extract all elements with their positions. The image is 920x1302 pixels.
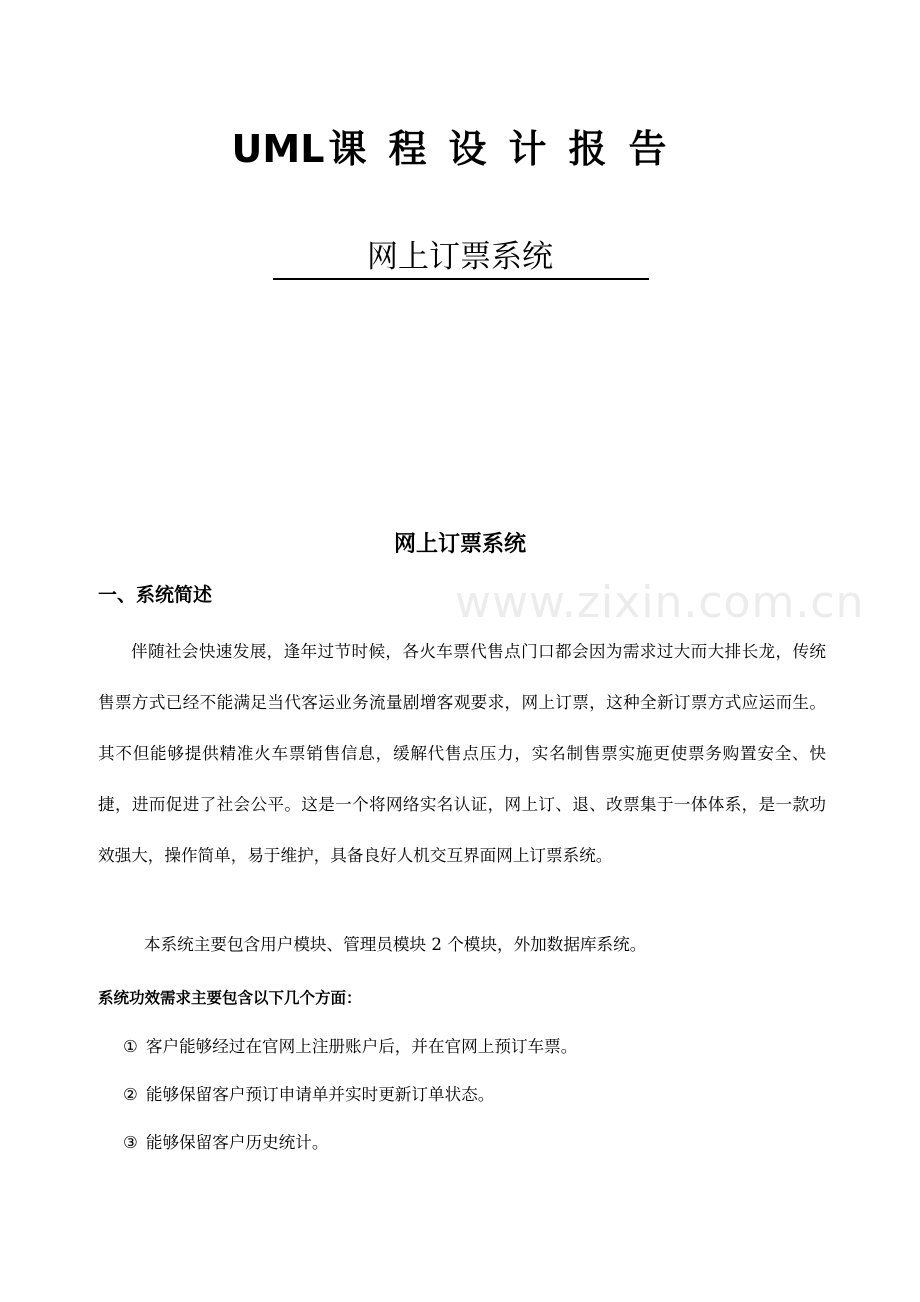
requirements-list	[123, 1032, 577, 1176]
requirements-heading: 系统功效需求主要包含以下几个方面：	[98, 989, 362, 1007]
heading-system-overview: 一、系统简述	[98, 584, 213, 606]
list-item-marker: ②	[123, 1085, 138, 1104]
modules-paragraph: 本系统主要包含用户模块、管理员模块 2 个模块，外加数据库系统。	[144, 935, 647, 954]
report-title-prefix: UML	[231, 127, 325, 171]
list-item	[123, 1032, 577, 1080]
list-item	[123, 1128, 577, 1176]
overview-paragraph: 伴随社会快速发展，逢年过节时候，各火车票代售点门口都会因为需求过大而大排长龙，传统售票方式已经不能满足当代客运业务流量剧增客观要求，网上订票，这种全新订票方式应运而生。其不但能够提供精准火车票销售信息，缓解代售点压力，实名制售票实施更使票务购置安全、快捷，进而促进了社会公平。这是一个将网络实名认证，网上订、退、改票集于一体体系，是一款功效强大，操作简单，易于维护，具备良好人机交互界面网上订票系统。	[98, 642, 826, 865]
report-title	[0, 118, 920, 173]
subtitle-underline	[273, 236, 649, 280]
list-item	[123, 1080, 577, 1128]
watermark: www.zixin.com.cn	[455, 577, 865, 628]
list-item-text: 能够保留客户预订申请单并实时更新订单状态。	[145, 1085, 495, 1104]
list-item-text: 客户能够经过在官网上注册账户后，并在官网上预订车票。	[145, 1037, 578, 1056]
report-subtitle: 网上订票系统	[367, 239, 553, 275]
report-title-text: 课程设计报告	[328, 127, 689, 171]
list-item-marker: ③	[123, 1133, 138, 1152]
list-item-marker: ①	[123, 1037, 138, 1056]
list-item-text: 能够保留客户历史统计。	[145, 1133, 329, 1152]
section-title: 网上订票系统	[393, 532, 526, 557]
